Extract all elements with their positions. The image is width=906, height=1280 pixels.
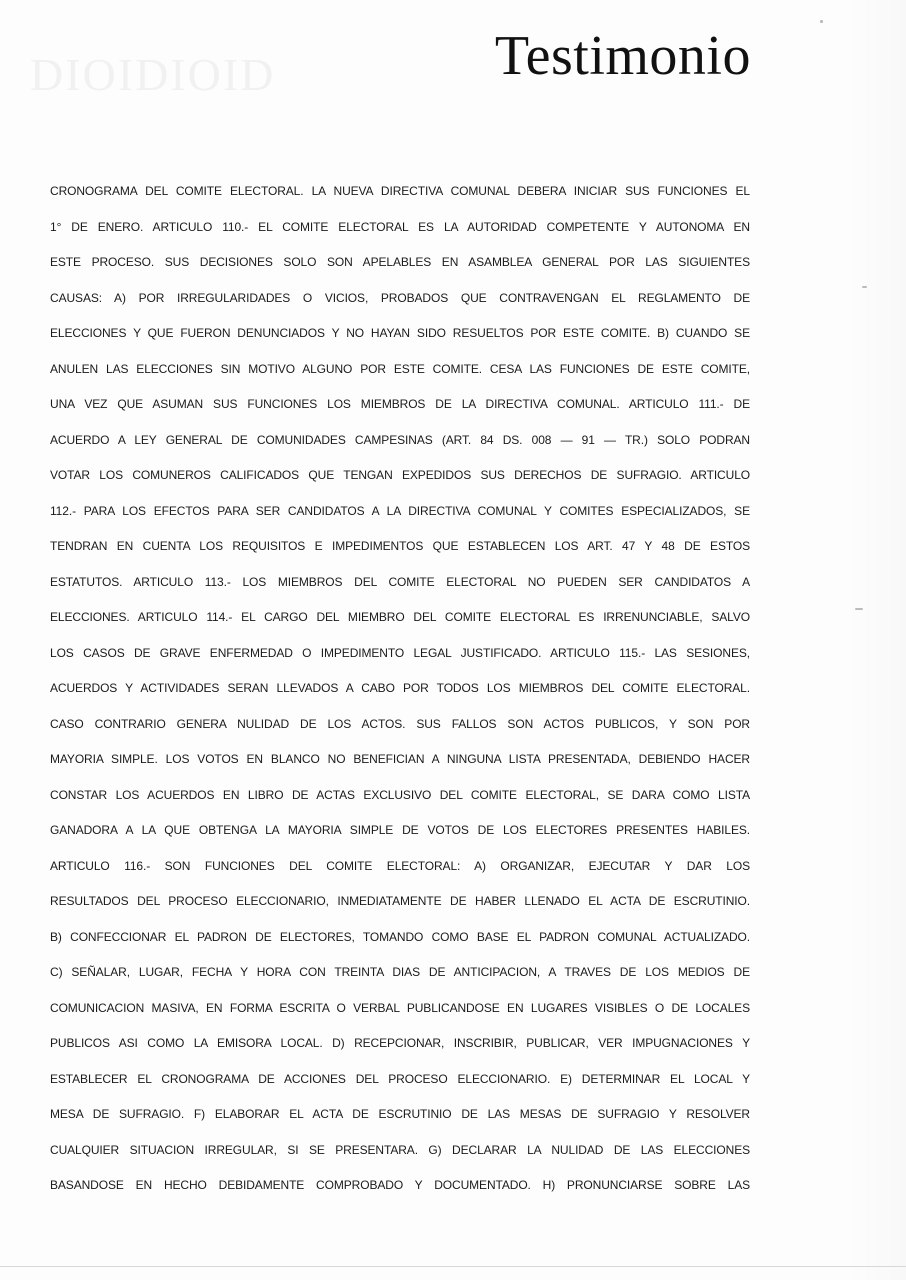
body-line: CAUSAS: A) POR IRREGULARIDADES O VICIOS, PROBADOS QUE CONTRAVENGAN EL REGLAMENTO DE (50, 290, 750, 305)
body-line: COMUNICACION MASIVA, EN FORMA ESCRITA O VERBAL PUBLICANDOSE EN LUGARES VISIBLES O DE LOCALES (50, 1000, 750, 1015)
scan-speck (820, 20, 823, 23)
body-line: CRONOGRAMA DEL COMITE ELECTORAL. LA NUEVA DIRECTIVA COMUNAL DEBERA INICIAR SUS FUNCIONES EL (50, 184, 750, 198)
body-line: UNA VEZ QUE ASUMAN SUS FUNCIONES LOS MIEMBROS DE LA DIRECTIVA COMUNAL. ARTICULO 111.- DE (50, 397, 750, 411)
body-line: RESULTADOS DEL PROCESO ELECCIONARIO, INMEDIATAMENTE DE HABER LLENADO EL ACTA DE ESCRUTINIO. (50, 894, 750, 908)
body-line: CUALQUIER SITUACION IRREGULAR, SI SE PRESENTARA. G) DECLARAR LA NULIDAD DE LAS ELECCIONES (50, 1142, 750, 1157)
body-line: 112.- PARA LOS EFECTOS PARA SER CANDIDATOS A LA DIRECTIVA COMUNAL Y COMITES ESPECIALIZADOS, SE (50, 503, 750, 518)
body-line: C) SEÑALAR, LUGAR, FECHA Y HORA CON TREINTA DIAS DE ANTICIPACION, A TRAVES DE LOS MEDIOS DE (50, 965, 750, 979)
body-line: MAYORIA SIMPLE. LOS VOTOS EN BLANCO NO BENEFICIAN A NINGUNA LISTA PRESENTADA, DEBIENDO HACER (50, 752, 750, 766)
scan-shadow (846, 0, 906, 1280)
body-line: B) CONFECCIONAR EL PADRON DE ELECTORES, TOMANDO COMO BASE EL PADRON COMUNAL ACTUALIZADO. (50, 929, 750, 944)
body-line: ACUERDOS Y ACTIVIDADES SERAN LLEVADOS A CABO POR TODOS LOS MIEMBROS DEL COMITE ELECTORAL. (50, 681, 750, 695)
page-title: Testimonio (494, 25, 751, 87)
body-line: ESTABLECER EL CRONOGRAMA DE ACCIONES DEL PROCESO ELECCIONARIO. E) DETERMINAR EL LOCAL Y (50, 1071, 750, 1086)
faint-watermark: DIOIDIOID (30, 49, 276, 100)
body-line: VOTAR LOS COMUNEROS CALIFICADOS QUE TENGAN EXPEDIDOS SUS DERECHOS DE SUFRAGIO. ARTICULO (50, 468, 750, 482)
body-line: ANULEN LAS ELECCIONES SIN MOTIVO ALGUNO POR ESTE COMITE. CESA LAS FUNCIONES DE ESTE COMITE, (50, 361, 750, 376)
body-line: ACUERDO A LEY GENERAL DE COMUNIDADES CAMPESINAS (ART. 84 DS. 008 — 91 — TR.) SOLO PODRAN (50, 432, 750, 447)
body-line: ELECCIONES Y QUE FUERON DENUNCIADOS Y NO HAYAN SIDO RESUELTOS POR ESTE COMITE. B) CUANDO SE (50, 326, 750, 340)
page-bottom-edge (0, 1266, 906, 1267)
body-line: CONSTAR LOS ACUERDOS EN LIBRO DE ACTAS EXCLUSIVO DEL COMITE ELECTORAL, SE DARA COMO LISTA (50, 787, 750, 802)
body-line: LOS CASOS DE GRAVE ENFERMEDAD O IMPEDIMENTO LEGAL JUSTIFICADO. ARTICULO 115.- LAS SESIONES, (50, 645, 750, 660)
body-line: ELECCIONES. ARTICULO 114.- EL CARGO DEL MIEMBRO DEL COMITE ELECTORAL ES IRRENUNCIABLE, SALVO (50, 610, 750, 624)
scan-speck (855, 608, 863, 610)
body-line: BASANDOSE EN HECHO DEBIDAMENTE COMPROBADO Y DOCUMENTADO. H) PRONUNCIARSE SOBRE LAS (50, 1178, 750, 1192)
body-line: GANADORA A LA QUE OBTENGA LA MAYORIA SIMPLE DE VOTOS DE LOS ELECTORES PRESENTES HABILES. (50, 823, 750, 837)
body-line: ESTE PROCESO. SUS DECISIONES SOLO SON APELABLES EN ASAMBLEA GENERAL POR LAS SIGUIENTES (50, 255, 750, 269)
body-line: 1° DE ENERO. ARTICULO 110.- EL COMITE ELECTORAL ES LA AUTORIDAD COMPETENTE Y AUTONOMA EN (50, 219, 750, 234)
body-line: TENDRAN EN CUENTA LOS REQUISITOS E IMPEDIMENTOS QUE ESTABLECEN LOS ART. 47 Y 48 DE ESTOS (50, 539, 750, 553)
body-line: ESTATUTOS. ARTICULO 113.- LOS MIEMBROS DEL COMITE ELECTORAL NO PUEDEN SER CANDIDATOS A (50, 574, 750, 589)
body-line: ARTICULO 116.- SON FUNCIONES DEL COMITE ELECTORAL: A) ORGANIZAR, EJECUTAR Y DAR LOS (50, 858, 750, 873)
body-line: CASO CONTRARIO GENERA NULIDAD DE LOS ACTOS. SUS FALLOS SON ACTOS PUBLICOS, Y SON POR (50, 716, 750, 731)
body-line: PUBLICOS ASI COMO LA EMISORA LOCAL. D) RECEPCIONAR, INSCRIBIR, PUBLICAR, VER IMPUGNACIONES Y (50, 1036, 750, 1050)
document-body (50, 174, 750, 1204)
scan-speck (862, 286, 867, 288)
body-line: MESA DE SUFRAGIO. F) ELABORAR EL ACTA DE ESCRUTINIO DE LAS MESAS DE SUFRAGIO Y RESOLVER (50, 1107, 750, 1121)
